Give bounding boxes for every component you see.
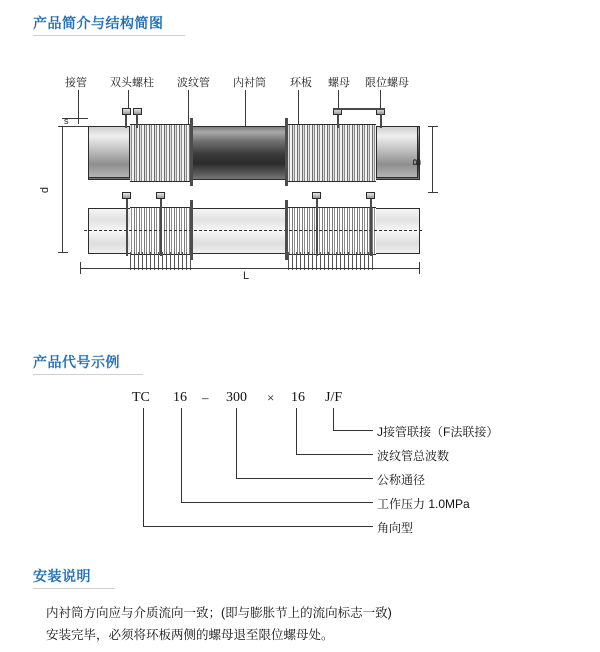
code-token-series: TC [132,390,150,405]
section-title-code: 产品代号示例 [33,354,120,370]
code-leader-connection [333,430,373,431]
stud-lower-left [126,196,128,256]
bellows-lower-right [288,207,376,255]
dim-line-b [432,126,433,192]
code-token-connection: J/F [325,390,343,405]
nozzle-upper-left [88,126,130,178]
ring-plate-upper-right [285,118,288,186]
install-note-line-2: 安装完毕，必须将环板两侧的螺母退至限位螺母处。 [46,628,334,642]
code-token-times: × [267,390,275,405]
code-desc-connection: J接管联接（F法联接） [377,425,499,439]
leader-ring-plate [298,90,299,124]
code-desc-waves: 波纹管总波数 [377,449,450,463]
dim-tick-l-right [419,262,420,274]
code-token-dash: – [202,390,209,405]
stud-upper-left-2 [136,114,138,128]
section-rule-structure [33,35,185,36]
dim-tick-b-top [428,126,438,127]
code-line-diameter [236,408,237,478]
dim-tick-l-left [80,262,81,274]
nut-lower-mid-left [156,192,165,199]
callout-label-double-end-stud: 双头螺柱 [110,77,154,89]
code-leader-series [143,526,373,527]
code-leader-diameter [236,478,373,479]
nut-lower-mid-right [312,192,321,199]
callout-label-bellows: 波纹管 [177,77,210,89]
section-title-install: 安装说明 [33,568,91,584]
dim-tick-b-bottom [428,192,438,193]
dim-label-l: L [243,270,250,282]
structure-diagram [40,68,560,288]
stud-upper-right [337,114,339,128]
code-desc-diameter: 公称通径 [377,473,426,487]
bellows-upper-left [130,124,192,182]
code-leader-pressure [181,502,373,503]
product-code-diagram [40,382,560,542]
callout-label-nut: 螺母 [328,77,350,89]
code-line-pressure [181,408,182,502]
dim-line-l [80,268,420,269]
code-token-diameter: 300 [226,390,247,405]
dim-label-b: B [411,158,424,166]
tie-rod-upper [333,108,385,110]
bellows-upper-right [288,124,376,182]
nozzle-upper-right [376,126,418,178]
callout-label-ring-plate: 环板 [290,77,312,89]
stud-upper-left [125,114,127,128]
dim-label-d: d [39,186,52,194]
code-token-pressure: 16 [173,390,187,405]
callout-label-liner: 内衬筒 [233,77,266,89]
ring-plate-lower-left [190,200,193,260]
dim-tick-d-top [58,126,68,127]
stud-upper-right-2 [380,114,382,128]
ring-plate-lower-right [285,200,288,260]
code-desc-series: 角向型 [377,521,414,535]
section-rule-code [33,374,143,375]
dim-tick-d-bottom [58,252,68,253]
dim-label-s: s [64,116,69,126]
nut-lower-left [122,192,131,199]
code-leader-waves [296,454,373,455]
callout-label-nozzle: 接管 [65,77,87,89]
leader-bellows [188,90,189,124]
limit-nut-lower [366,192,375,199]
code-line-connection [333,408,334,430]
stud-lower-right [370,196,372,256]
section-rule-install [33,588,115,589]
stud-lower-mid-left [160,196,162,256]
install-note-line-1: 内衬筒方向应与介质流向一致；(即与膨胀节上的流向标志一致) [46,606,392,620]
code-line-waves [296,408,297,454]
ring-plate-upper-left [190,118,193,186]
section-title-structure: 产品简介与结构简图 [33,15,164,31]
stud-lower-mid-right [316,196,318,256]
callout-label-limit-nut: 限位螺母 [365,77,409,89]
code-line-series [143,408,144,526]
dim-line-d [62,126,63,252]
code-desc-pressure: 工作压力 1.0MPa [377,497,470,511]
code-token-waves: 16 [291,390,305,405]
nut-upper-left-1 [122,108,131,115]
nut-upper-left-2 [133,108,142,115]
